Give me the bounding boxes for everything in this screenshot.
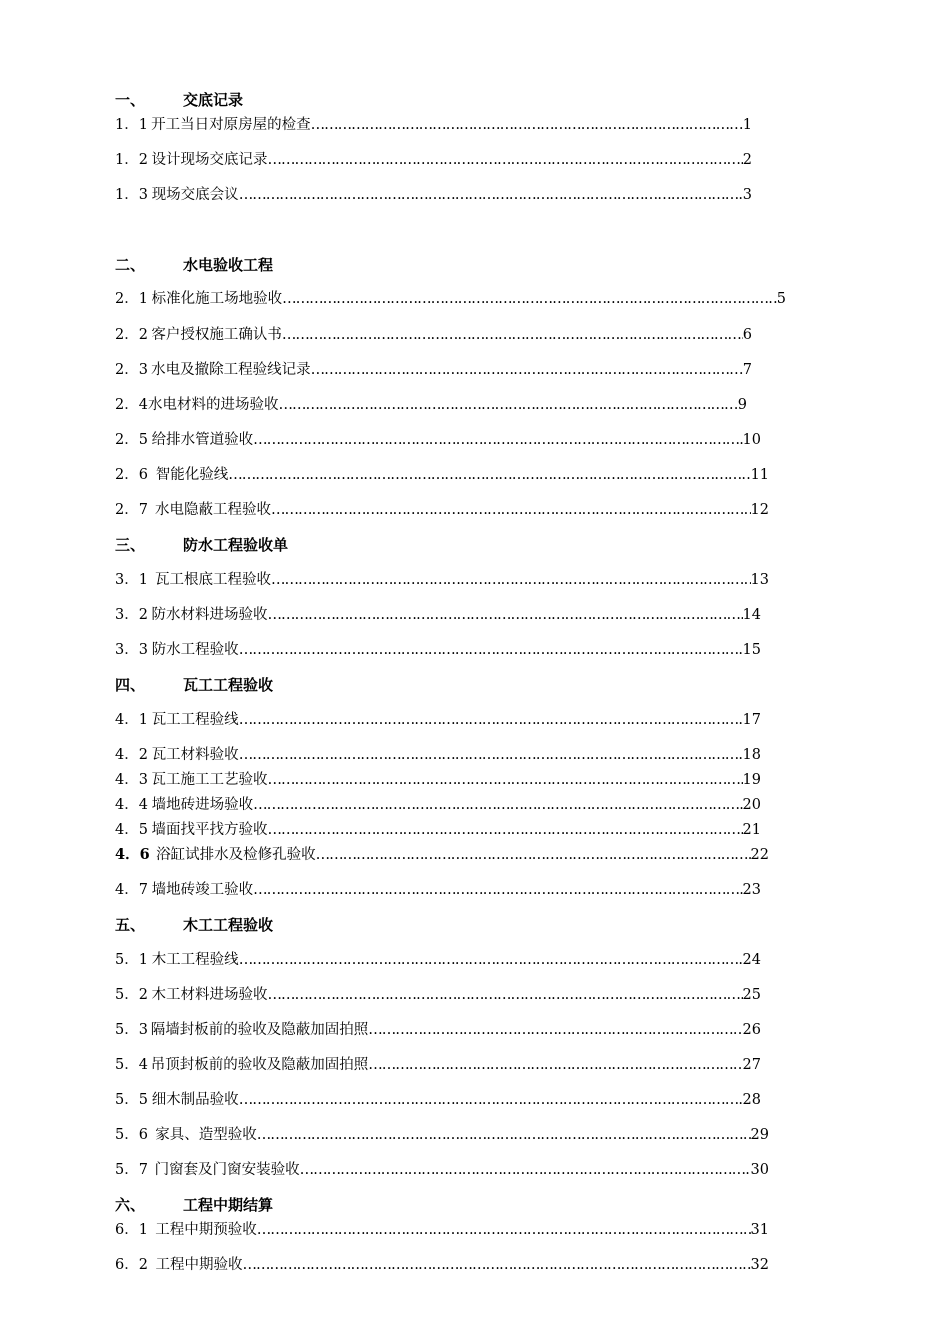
leader-dots	[267, 770, 742, 790]
leader-dots	[368, 1020, 742, 1040]
toc-entry-5-5[interactable]	[115, 1090, 761, 1110]
section-heading-2	[115, 255, 273, 275]
entry-title: 客户授权施工确认书	[151, 327, 282, 343]
toc-entry-2-1[interactable]	[115, 289, 786, 309]
leader-dots	[311, 115, 743, 135]
toc-entry-1-2[interactable]	[115, 150, 752, 170]
entry-page-number: 3	[742, 187, 752, 203]
toc-entry-4-7[interactable]	[115, 880, 761, 900]
entry-number: 3．2	[115, 607, 148, 623]
entry-title: 智能化验线	[155, 467, 229, 483]
entry-page-number: 2	[742, 152, 752, 168]
leader-dots	[267, 150, 742, 170]
entry-page-number: 30	[750, 1162, 769, 1178]
entry-number: 5．5	[115, 1092, 148, 1108]
entry-title: 防水材料进场验收	[151, 607, 268, 623]
entry-title: 开工当日对原房屋的检查	[151, 117, 311, 133]
toc-entry-1-1[interactable]	[115, 115, 752, 135]
entry-number: 6．1	[115, 1222, 148, 1238]
entry-title: 瓦工工程验线	[151, 712, 239, 728]
entry-page-number: 31	[750, 1222, 769, 1238]
section-number: 六、	[115, 1196, 146, 1214]
leader-dots	[271, 500, 750, 520]
leader-dots	[282, 289, 777, 309]
toc-entry-4-6[interactable]	[115, 845, 769, 865]
toc-entry-5-1[interactable]	[115, 950, 761, 970]
entry-title: 墙地砖进场验收	[151, 797, 254, 813]
entry-number: 1．3	[115, 187, 148, 203]
entry-number: 4．7	[115, 882, 148, 898]
entry-number: 2．1	[115, 291, 148, 307]
entry-number: 4．3	[115, 772, 148, 788]
entry-page-number: 15	[742, 642, 761, 658]
leader-dots	[267, 820, 742, 840]
toc-entry-2-3[interactable]	[115, 360, 752, 380]
entry-title: 木工材料进场验收	[151, 987, 268, 1003]
entry-number: 1．1	[115, 117, 148, 133]
entry-number: 4．1	[115, 712, 148, 728]
toc-entry-3-1[interactable]	[115, 570, 769, 590]
leader-dots	[239, 710, 743, 730]
entry-page-number: 7	[742, 362, 752, 378]
entry-page-number: 29	[750, 1127, 769, 1143]
leader-dots	[253, 795, 742, 815]
toc-entry-2-7[interactable]	[115, 500, 769, 520]
section-heading-3	[115, 535, 288, 555]
entry-number: 4．5	[115, 822, 148, 838]
leader-dots	[253, 430, 742, 450]
entry-number: 5．1	[115, 952, 148, 968]
entry-page-number: 1	[742, 117, 752, 133]
entry-number: 3．3	[115, 642, 148, 658]
leader-dots	[278, 395, 737, 415]
section-title: 木工工程验收	[183, 916, 274, 934]
leader-dots	[282, 325, 743, 345]
leader-dots	[239, 950, 743, 970]
section-number: 一、	[115, 91, 146, 109]
leader-dots	[300, 1160, 751, 1180]
entry-number: 5．3	[115, 1022, 148, 1038]
entry-title: 防水工程验收	[151, 642, 239, 658]
entry-title: 吊顶封板前的验收及隐蔽加固拍照	[150, 1057, 369, 1073]
entry-number: 4．2	[115, 747, 148, 763]
entry-title: 细木制品验收	[151, 1092, 239, 1108]
leader-dots	[316, 845, 751, 865]
entry-page-number: 13	[750, 572, 769, 588]
section-title: 瓦工工程验收	[183, 676, 274, 694]
leader-dots	[257, 1125, 751, 1145]
entry-title: 现场交底会议	[151, 187, 239, 203]
entry-page-number: 28	[742, 1092, 761, 1108]
toc-entry-5-2[interactable]	[115, 985, 761, 1005]
entry-page-number: 14	[742, 607, 761, 623]
entry-title: 瓦工施工工艺验收	[151, 772, 268, 788]
entry-page-number: 20	[742, 797, 761, 813]
toc-entry-3-3[interactable]	[115, 640, 761, 660]
entry-page-number: 19	[742, 772, 761, 788]
leader-dots	[239, 1090, 743, 1110]
section-number: 三、	[115, 536, 146, 554]
entry-number: 5．6	[115, 1127, 148, 1143]
toc-entry-2-2[interactable]	[115, 325, 752, 345]
toc-entry-4-3[interactable]	[115, 770, 761, 790]
toc-entry-5-6[interactable]	[115, 1125, 769, 1145]
section-heading-4	[115, 675, 273, 695]
section-heading-1	[115, 90, 243, 110]
section-number: 二、	[115, 256, 146, 274]
toc-entry-5-3[interactable]	[115, 1020, 761, 1040]
entry-number: 4．4	[115, 797, 148, 813]
entry-title: 门窗套及门窗安装验收	[154, 1162, 300, 1178]
toc-entry-2-4[interactable]	[115, 395, 747, 415]
entry-page-number: 32	[750, 1257, 769, 1273]
entry-title: 给排水管道验收	[151, 432, 254, 448]
toc-entry-4-4[interactable]	[115, 795, 761, 815]
entry-number: 5．7	[115, 1162, 148, 1178]
entry-page-number: 25	[742, 987, 761, 1003]
entry-title: 水电材料的进场验收	[147, 397, 279, 413]
entry-title: 设计现场交底记录	[151, 152, 268, 168]
entry-title: 家具、造型验收	[155, 1127, 257, 1143]
entry-number: 2．5	[115, 432, 148, 448]
entry-page-number: 9	[737, 397, 747, 413]
section-title: 水电验收工程	[183, 256, 274, 274]
entry-number: 4．6	[115, 846, 150, 863]
section-title: 交底记录	[183, 91, 244, 109]
toc-entry-3-2[interactable]	[115, 605, 761, 625]
entry-page-number: 11	[750, 467, 770, 483]
leader-dots	[239, 640, 743, 660]
entry-number: 6．2	[115, 1257, 148, 1273]
entry-number: 1．2	[115, 152, 148, 168]
entry-page-number: 22	[750, 847, 769, 863]
entry-page-number: 23	[742, 882, 761, 898]
entry-title: 墙地砖竣工验收	[151, 882, 254, 898]
leader-dots	[228, 465, 750, 485]
section-heading-6	[115, 1195, 273, 1215]
leader-dots	[253, 880, 742, 900]
entry-title: 水电及撤除工程验线记录	[151, 362, 311, 378]
toc-entry-5-7[interactable]	[115, 1160, 769, 1180]
toc-entry-4-5[interactable]	[115, 820, 761, 840]
toc-entry-1-3[interactable]	[115, 185, 752, 205]
entry-page-number: 26	[742, 1022, 761, 1038]
entry-title: 瓦工根底工程验收	[155, 572, 272, 588]
leader-dots	[242, 1255, 750, 1275]
entry-number: 2．4	[115, 397, 148, 413]
entry-title: 水电隐蔽工程验收	[155, 502, 272, 518]
entry-number: 2．2	[115, 327, 148, 343]
entry-page-number: 17	[742, 712, 761, 728]
entry-title: 工程中期预验收	[155, 1222, 257, 1238]
leader-dots	[267, 985, 742, 1005]
entry-number: 2．7	[115, 502, 148, 518]
leader-dots	[239, 745, 743, 765]
toc-entry-4-1[interactable]	[115, 710, 761, 730]
section-title: 工程中期结算	[183, 1196, 274, 1214]
entry-page-number: 21	[742, 822, 761, 838]
entry-number: 5．2	[115, 987, 148, 1003]
entry-title: 浴缸试排水及检修孔验收	[156, 847, 316, 863]
entry-page-number: 18	[742, 747, 761, 763]
toc-entry-2-6[interactable]	[115, 465, 769, 485]
leader-dots	[368, 1055, 742, 1075]
entry-page-number: 10	[742, 432, 761, 448]
entry-page-number: 6	[742, 327, 752, 343]
entry-number: 5．4	[115, 1057, 148, 1073]
entry-number: 3．1	[115, 572, 148, 588]
leader-dots	[311, 360, 743, 380]
entry-page-number: 27	[742, 1057, 761, 1073]
entry-title: 木工工程验线	[151, 952, 239, 968]
entry-page-number: 5	[776, 291, 786, 307]
toc-entry-2-5[interactable]	[115, 430, 761, 450]
leader-dots	[239, 185, 743, 205]
entry-title: 工程中期验收	[155, 1257, 243, 1273]
entry-title: 隔墙封板前的验收及隐蔽加固拍照	[150, 1022, 369, 1038]
section-heading-5	[115, 915, 273, 935]
section-number: 五、	[115, 916, 146, 934]
entry-number: 2．3	[115, 362, 148, 378]
entry-page-number: 24	[742, 952, 761, 968]
leader-dots	[271, 570, 750, 590]
section-title: 防水工程验收单	[183, 536, 289, 554]
entry-title: 墙面找平找方验收	[151, 822, 268, 838]
toc-entry-4-2[interactable]	[115, 745, 761, 765]
section-number: 四、	[115, 676, 146, 694]
toc-entry-6-2[interactable]	[115, 1255, 769, 1275]
entry-page-number: 12	[750, 502, 769, 518]
entry-title: 瓦工材料验收	[151, 747, 239, 763]
entry-title: 标准化施工场地验收	[151, 291, 283, 307]
entry-number: 2．6	[115, 467, 148, 483]
toc-entry-6-1[interactable]	[115, 1220, 769, 1240]
toc-entry-5-4[interactable]	[115, 1055, 761, 1075]
leader-dots	[257, 1220, 751, 1240]
leader-dots	[267, 605, 742, 625]
